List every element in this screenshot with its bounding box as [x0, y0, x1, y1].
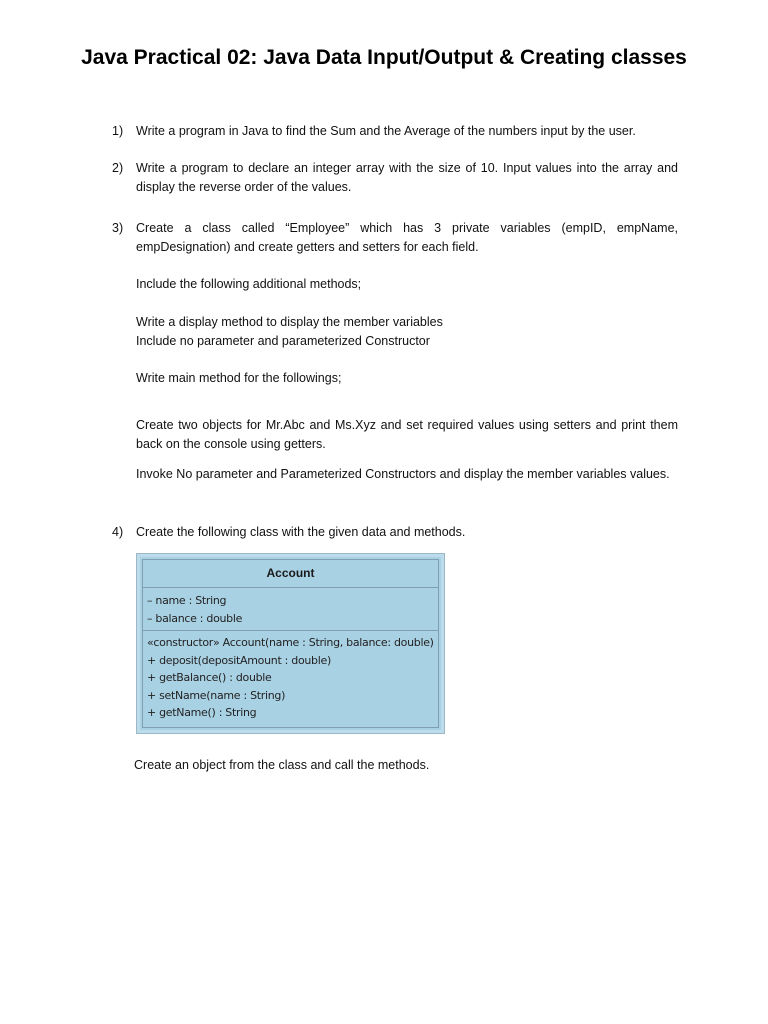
uml-operation: «constructor» Account(name : String, balance: double)	[147, 636, 434, 649]
uml-attribute: – name : String	[147, 594, 227, 607]
question-3	[112, 219, 678, 257]
question-number: 1)	[112, 124, 124, 138]
question-number: 4)	[112, 525, 124, 539]
q3-constructors: Include no parameter and parameterized Constructor	[136, 334, 430, 348]
question-2	[112, 159, 678, 197]
uml-operation: + setName(name : String)	[147, 688, 286, 702]
question-4	[112, 523, 678, 542]
q3-main-method: Write main method for the followings;	[136, 371, 342, 385]
q3-additional-methods: Include the following additional methods;	[136, 277, 362, 291]
uml-class-diagram	[136, 553, 445, 734]
q3-display-method: Write a display method to display the member variables	[136, 315, 443, 329]
question-text: Write a program in Java to find the Sum and the Average of the numbers input by the user.	[136, 124, 636, 138]
question-1	[112, 122, 678, 141]
q3-invoke: Invoke No parameter and Parameterized Constructors and display the member variables values.	[136, 467, 670, 481]
uml-operation: + getBalance() : double	[147, 671, 272, 684]
q4-footer: Create an object from the class and call the methods.	[134, 758, 430, 772]
uml-class-box	[142, 559, 439, 728]
uml-operation: + deposit(depositAmount : double)	[147, 653, 331, 667]
question-number: 2)	[112, 161, 124, 175]
question-text: Write a program to declare an integer array with the size of 10. Input values into the array and display the reverse order of the values.	[136, 161, 678, 194]
uml-class-name: Account	[143, 560, 438, 588]
uml-attribute: – balance : double	[147, 611, 243, 625]
uml-operation: + getName() : String	[147, 706, 257, 719]
page-title: Java Practical 02: Java Data Input/Output & Creating classes	[81, 46, 687, 69]
question-number: 3)	[112, 221, 124, 235]
question-text: Create the following class with the given data and methods.	[136, 525, 466, 539]
uml-operations	[143, 631, 438, 722]
q3-objects: Create two objects for Mr.Abc and Ms.Xyz and set required values using setters and print them back on the console using getters.	[136, 418, 678, 451]
question-text: Create a class called “Employee” which has 3 private variables (empID, empName, empDesignation) and create getters and setters for each field.	[136, 221, 678, 254]
uml-attributes	[143, 588, 438, 631]
